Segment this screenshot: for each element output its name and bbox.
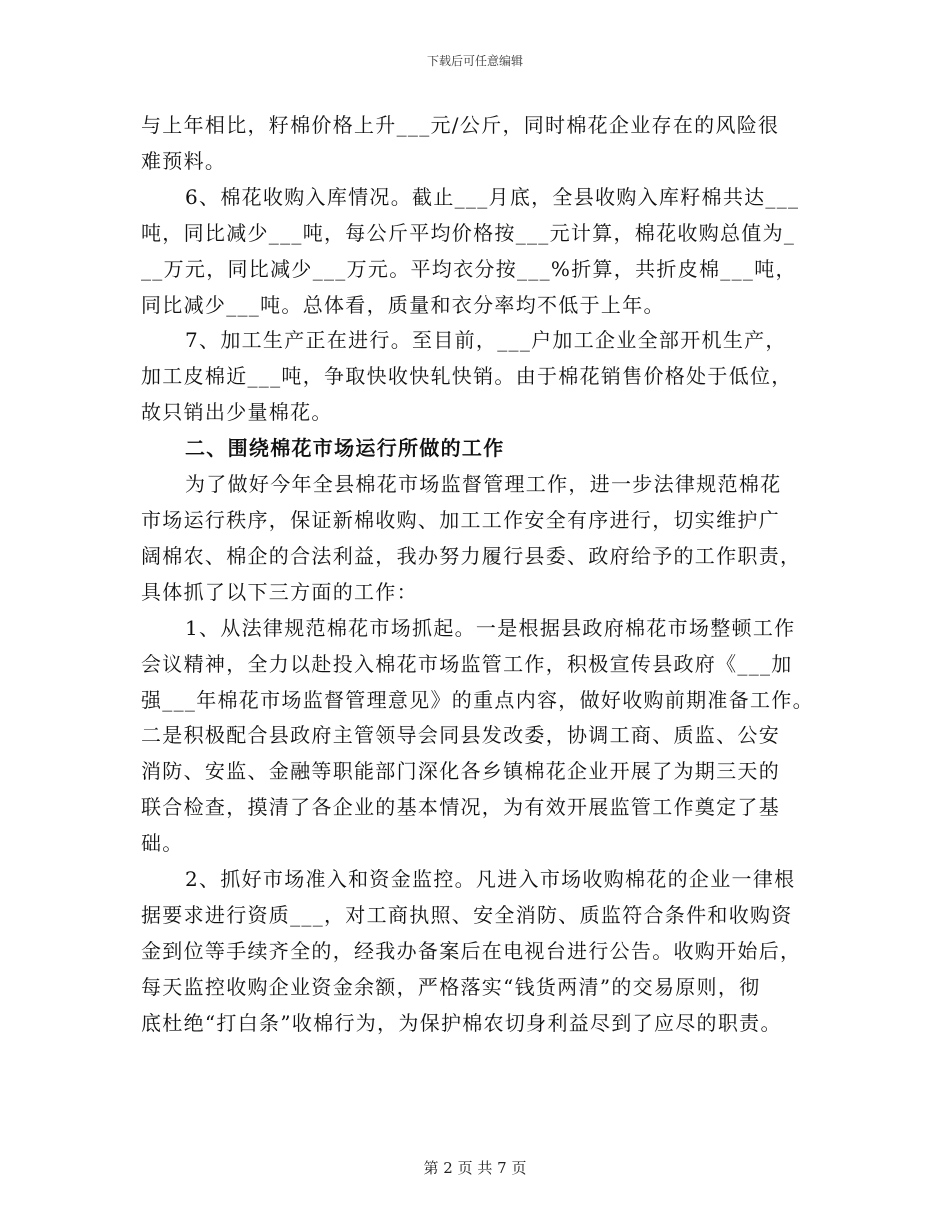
text-line: 同比减少___吨。总体看，质量和衣分率均不低于上年。	[141, 292, 665, 317]
page-header: 下载后可任意编辑	[426, 54, 523, 68]
text-line: 每天监控收购企业资金余额，严格落实“钱货两清”的交易原则，彻	[141, 974, 761, 999]
text-line: 二是积极配合县政府主管领导会同县发改委，协调工商、质监、公安	[141, 723, 780, 748]
text-line: 会议精神，全力以赴投入棉花市场监管工作，积极宣传县政府《___加	[141, 651, 793, 676]
text-line: 市场运行秩序，保证新棉收购、加工工作安全有序进行，切实维护广	[141, 507, 780, 532]
text-line: 阔棉农、棉企的合法利益，我办努力履行县委、政府给予的工作职责，	[141, 543, 802, 568]
document-body	[141, 108, 814, 1042]
text-line: 据要求进行资质___，对工商执照、安全消防、质监符合条件和收购资	[141, 902, 793, 927]
text-line: 础。	[141, 831, 184, 856]
paragraph-start: 为了做好今年全县棉花市场监督管理工作，进一步法律规范棉花	[185, 472, 782, 497]
text-line: 消防、安监、金融等职能部门深化各乡镇棉花企业开展了为期三天的	[141, 759, 780, 784]
text-line: 难预料。	[141, 148, 227, 173]
text-line: 故只销出少量棉花。	[141, 400, 333, 425]
text-line: 联合检查，摸清了各企业的基本情况，为有效开展监管工作奠定了基	[141, 795, 780, 820]
text-line: 强___年棉花市场监督管理意见》的重点内容，做好收购前期准备工作。	[141, 687, 814, 712]
page-number: 第 2 页 共 7 页	[423, 1159, 527, 1177]
paragraph-item-2: 2、抓好市场准入和资金监控。凡进入市场收购棉花的企业一律根	[185, 867, 796, 892]
text-line: 具体抓了以下三方面的工作：	[141, 579, 418, 604]
text-line: 吨，同比减少___吨，每公斤平均价格按___元计算，棉花收购总值为_	[141, 220, 796, 245]
paragraph-item-6: 6、棉花收购入库情况。截止___月底，全县收购入库籽棉共达___	[185, 184, 800, 209]
text-line: __万元，同比减少___万元。平均衣分按___%折算，共折皮棉___吨，	[141, 256, 797, 281]
paragraph-item-1: 1、从法律规范棉花市场抓起。一是根据县政府棉花市场整顿工作	[185, 615, 796, 640]
text-line: 加工皮棉近___吨，争取快收快轧快销。由于棉花销售价格处于低位，	[141, 364, 793, 389]
section-heading: 二、围绕棉花市场运行所做的工作	[185, 436, 505, 461]
text-line: 与上年相比，籽棉价格上升___元/公斤，同时棉花企业存在的风险很	[141, 113, 780, 137]
paragraph-item-7: 7、加工生产正在进行。至目前，___户加工企业全部开机生产，	[185, 328, 787, 353]
text-line: 金到位等手续齐全的，经我办备案后在电视台进行公告。收购开始后，	[141, 938, 802, 963]
text-line: 底杜绝“打白条”收棉行为，为保护棉农切身利益尽到了应尽的职责。	[141, 1010, 782, 1035]
